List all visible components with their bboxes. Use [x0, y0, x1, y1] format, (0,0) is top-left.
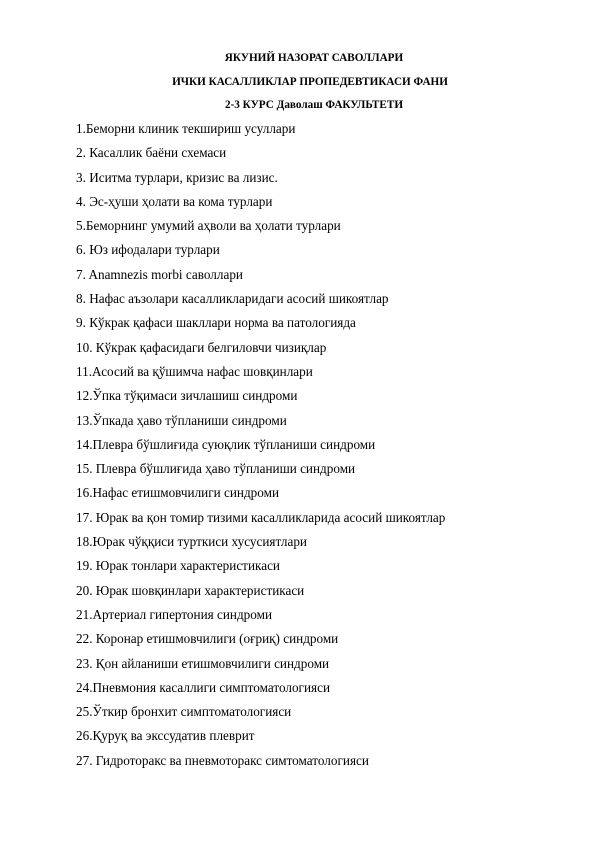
list-item: 27. Гидроторакс ва пневмоторакс симтоматологияси — [76, 752, 369, 768]
list-item: 9. Кўкрак қафаси шакллари норма ва патологияда — [76, 315, 356, 331]
list-item: 23. Қон айланиши етишмовчилиги синдроми — [76, 655, 330, 671]
list-item: 1.Беморни клиник текшириш усуллари — [76, 121, 296, 136]
document-subject: ИЧКИ КАСАЛЛИКЛАР ПРОПЕДЕВТИКАСИ ФАНИ — [172, 76, 448, 88]
list-item: 21.Артериал гипертония синдроми — [76, 606, 273, 622]
list-item: 24.Пневмония касаллиги симптоматологияси — [76, 679, 330, 695]
list-item: 8. Нафас аъзолари касалликларидаги асосий шикоятлар — [76, 291, 389, 307]
list-item: 18.Юрак чўққиси турткиси хусусиятлари — [76, 534, 307, 550]
list-item: 4. Эс-ҳуши ҳолати ва кома турлари — [76, 193, 273, 209]
question-list — [76, 122, 576, 778]
document-title: ЯКУНИЙ НАЗОРАТ САВОЛЛАРИ — [224, 52, 404, 64]
list-item: 17. Юрак ва қон томир тизими касалликларида асосий шикоятлар — [76, 509, 446, 525]
list-item: 26.Қуруқ ва экссудатив плеврит — [76, 728, 255, 744]
list-item: 13.Ўпкада ҳаво тўпланиши синдроми — [76, 412, 287, 428]
list-item: 20. Юрак шовқинлари характеристикаси — [76, 582, 305, 598]
list-item: 14.Плевра бўшлиғида суюқлик тўпланиши синдроми — [76, 436, 376, 452]
list-item: 5.Беморнинг умумий аҳволи ва ҳолати турлари — [76, 218, 341, 234]
list-item: 25.Ўткир бронхит симптоматологияси — [76, 704, 292, 720]
list-item: 10. Кўкрак қафасидаги белгиловчи чизиқлар — [76, 339, 327, 355]
list-item: 16.Нафас етишмовчилиги синдроми — [76, 485, 280, 501]
list-item: 2. Касаллик баёни схемаси — [76, 145, 227, 161]
list-item: 7. Anamnezis morbi саволлари — [76, 266, 243, 282]
list-item: 11.Асосий ва қўшимча нафас шовқинлари — [76, 363, 313, 379]
list-item: 22. Коронар етишмовчилиги (оғриқ) синдроми — [76, 631, 339, 647]
list-item: 15. Плевра бўшлиғида ҳаво тўпланиши синдроми — [76, 461, 356, 477]
list-item: 6. Юз ифодалари турлари — [76, 242, 220, 258]
list-item: 19. Юрак тонлари характеристикаси — [76, 558, 280, 574]
document-course-faculty: 2-3 КУРС Даволаш ФАКУЛЬТЕТИ — [224, 99, 404, 111]
list-item: 3. Иситма турлари, кризис ва лизис. — [76, 169, 278, 185]
list-item: 12.Ўпка тўқимаси зичлашиш синдроми — [76, 388, 298, 404]
